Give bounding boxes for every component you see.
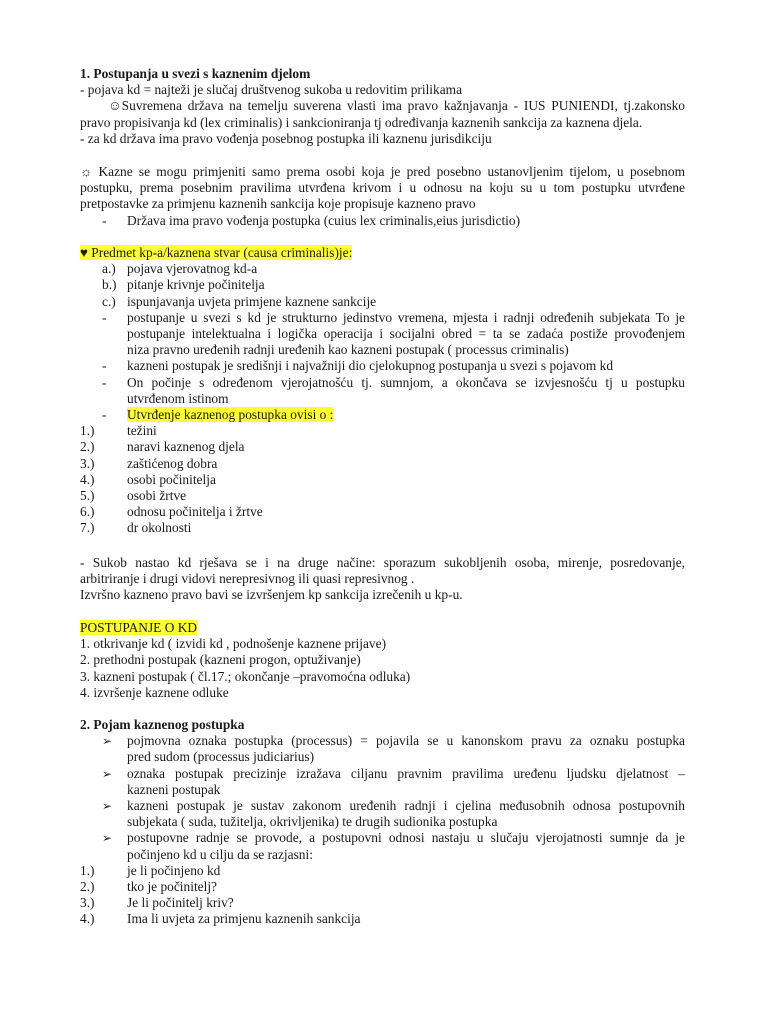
list-item	[80, 213, 685, 229]
list-text: subjekata ( suda, tužitelja, okrivljenika) te drugih sudionika postupka	[127, 814, 498, 830]
text-line: ☼ Kazne se mogu primjeniti samo prema osobi koja je pred posebno ustanovljenim tijelom, u posebnom	[80, 164, 685, 179]
list-marker: 2.)	[80, 879, 95, 895]
list-text: kazneni postupak	[127, 781, 221, 797]
list-text: postupanje intelektualna i logička operacija i socijalni obred = ta se zadaća postiže provođenjem	[127, 326, 685, 342]
list-text: oznaka postupak precizinje izražava ciljanu pravnim pravilima uređenu ljudsku djelatnost –	[127, 765, 685, 781]
list-item	[80, 472, 685, 488]
arrow-bullet-icon: ➢	[102, 831, 113, 846]
list-item	[80, 504, 685, 520]
list-marker: a.)	[102, 261, 116, 277]
section-6	[80, 717, 685, 928]
section-5	[80, 620, 685, 701]
list-item	[80, 439, 685, 455]
list-marker: 3.)	[80, 455, 95, 471]
list-text: utvrđenom istinom	[127, 390, 229, 406]
highlighted-text: Utvrđenje kaznenog postupka ovisi o :	[127, 407, 334, 423]
list-text: težini	[127, 423, 157, 439]
list-text: Država ima pravo vođenja postupka (cuius lex criminalis,eius jurisdictio)	[127, 212, 521, 228]
text-line: - za kd država ima pravo vođenja posebnog postupka ili kaznenu jurisdikciju	[80, 130, 492, 146]
arrow-bullet-icon: ➢	[102, 734, 113, 749]
list-item	[80, 261, 685, 277]
list-item: 1. otkrivanje kd ( izvidi kd , podnošenje kaznene prijave)	[80, 636, 387, 652]
section-2	[80, 164, 685, 229]
list-marker: c.)	[102, 293, 116, 309]
list-marker: 6.)	[80, 504, 95, 520]
list-item	[80, 895, 685, 911]
list-text: ispunjavanja uvjeta primjene kaznene sankcije	[127, 293, 377, 309]
highlighted-heading: POSTUPANJE O KD	[80, 620, 198, 635]
list-marker: 2.)	[80, 439, 95, 455]
list-text: odnosu počinitelja i žrtve	[127, 504, 263, 520]
list-text: osobi žrtve	[127, 488, 187, 504]
list-marker: 1.)	[80, 423, 95, 439]
list-item	[80, 358, 685, 374]
text-line: postupku, prema posebnim pravilima utvrđena krivom i u odnosu na koju su u tom postupku utvrđene	[80, 180, 685, 196]
list-text: tko je počinitelj?	[127, 879, 217, 895]
list-marker: 4.)	[80, 911, 95, 927]
list-text: Ima li uvjeta za primjenu kaznenih sankcija	[127, 911, 361, 927]
list-item	[80, 488, 685, 504]
list-item: 2. prethodni postupak (kazneni progon, optuživanje)	[80, 652, 361, 668]
list-marker: -	[102, 358, 107, 374]
list-marker: 5.)	[80, 488, 95, 504]
arrow-list-item	[80, 733, 685, 765]
heading-pojam: 2. Pojam kaznenog postupka	[80, 717, 245, 732]
text-line: arbitriranje i drugi vidovi nerepresivnog ili quasi represivnog .	[80, 571, 415, 587]
list-text: niza pravno uređenih radnji uređenih kao kazneni postupak ( processus criminalis)	[127, 342, 569, 358]
list-text: postupovne radnje se provode, a postupovni odnosi nastaju u slučaju vjerojatnosti sumnje da je	[127, 830, 685, 846]
list-text: Je li počinitelj kriv?	[127, 895, 234, 911]
list-text: pitanje krivnje počinitelja	[127, 277, 265, 293]
list-item	[80, 375, 685, 407]
list-item	[80, 310, 685, 359]
section-4	[80, 555, 685, 604]
list-marker: -	[102, 407, 107, 423]
list-item	[80, 294, 685, 310]
arrow-bullet-icon: ➢	[102, 799, 113, 814]
list-item: 4. izvršenje kaznene odluke	[80, 684, 229, 700]
text-line: - Sukob nastao kd rješava se i na druge načine: sporazum sukobljenih osoba, mirenje, posredovanje,	[80, 555, 685, 570]
list-text: naravi kaznenog djela	[127, 439, 245, 455]
list-text: zaštićenog dobra	[127, 455, 218, 471]
text-line: pravo propisivanja kd (lex criminalis) i sankcioniranja tj određivanja kaznenih sankcija za kaznena djela.	[80, 114, 643, 130]
list-text: osobi počinitelja	[127, 471, 216, 487]
list-item	[80, 423, 685, 439]
list-marker: -	[102, 309, 107, 325]
list-item	[80, 277, 685, 293]
list-marker: 7.)	[80, 520, 95, 536]
list-marker: b.)	[102, 277, 117, 293]
heading-postupanja: 1. Postupanja u svezi s kaznenim djelom	[80, 66, 311, 81]
text-line: ☺Suvremena država na temelju suverena vlasti ima pravo kažnjavanja - IUS PUNIENDI, tj.zakonsko	[108, 98, 685, 114]
list-marker: -	[102, 374, 107, 390]
list-item	[80, 879, 685, 895]
list-text: je li počinjeno kd	[127, 862, 221, 878]
arrow-list-item	[80, 798, 685, 830]
list-marker: 4.)	[80, 471, 95, 487]
list-text: pojmovna oznaka postupka (processus) = pojavila se u kanonskom pravu za oznaku postupka	[127, 733, 685, 749]
list-item	[80, 863, 685, 879]
section-1	[80, 66, 685, 147]
text-line: Izvršno kazneno pravo bavi se izvršenjem kp sankcija izrečenih u kp-u.	[80, 587, 463, 603]
list-text: On počinje s određenom vjerojatnošću tj. sumnjom, a okončava se izvjesnošću tj u postupku	[127, 374, 685, 390]
list-marker: 1.)	[80, 862, 95, 878]
list-text: postupanje u svezi s kd je strukturno jedinstvo vremena, mjesta i radnji određenih subjekata To je	[127, 309, 685, 325]
list-text: počinjeno kd u cilju da se razjasni:	[127, 846, 313, 862]
arrow-list-item	[80, 830, 685, 862]
list-item	[80, 456, 685, 472]
list-text: dr okolnosti	[127, 520, 192, 536]
list-text: pred sudom (processus judiciarius)	[127, 749, 315, 765]
list-marker: -	[102, 212, 107, 228]
list-marker: 3.)	[80, 895, 95, 911]
highlighted-heading: ♥ Predmet kp-a/kaznena stvar (causa criminalis)je:	[80, 245, 353, 260]
list-text: pojava vjerovatnog kd-a	[127, 261, 258, 277]
list-text: kazneni postupak je središnji i najvažniji dio cjelokupnog postupanja u svezi s pojavom kd	[127, 358, 614, 374]
list-item	[80, 407, 685, 423]
text-line: pretpostavke za primjenu kaznenih sankcija koje propisuje kazneno pravo	[80, 196, 476, 212]
text-line: - pojava kd = najteži je slučaj društvenog sukoba u redovitim prilikama	[80, 82, 463, 98]
list-item	[80, 911, 685, 927]
list-item: 3. kazneni postupak ( čl.17.; okončanje –pravomoćna odluka)	[80, 668, 411, 684]
section-3	[80, 245, 685, 537]
arrow-bullet-icon: ➢	[102, 766, 113, 781]
arrow-list-item	[80, 766, 685, 798]
list-item	[80, 520, 685, 536]
list-text: kazneni postupak je sustav zakonom uređenih radnji i cjelina međusobnih odnosa postupovnih	[127, 798, 685, 814]
